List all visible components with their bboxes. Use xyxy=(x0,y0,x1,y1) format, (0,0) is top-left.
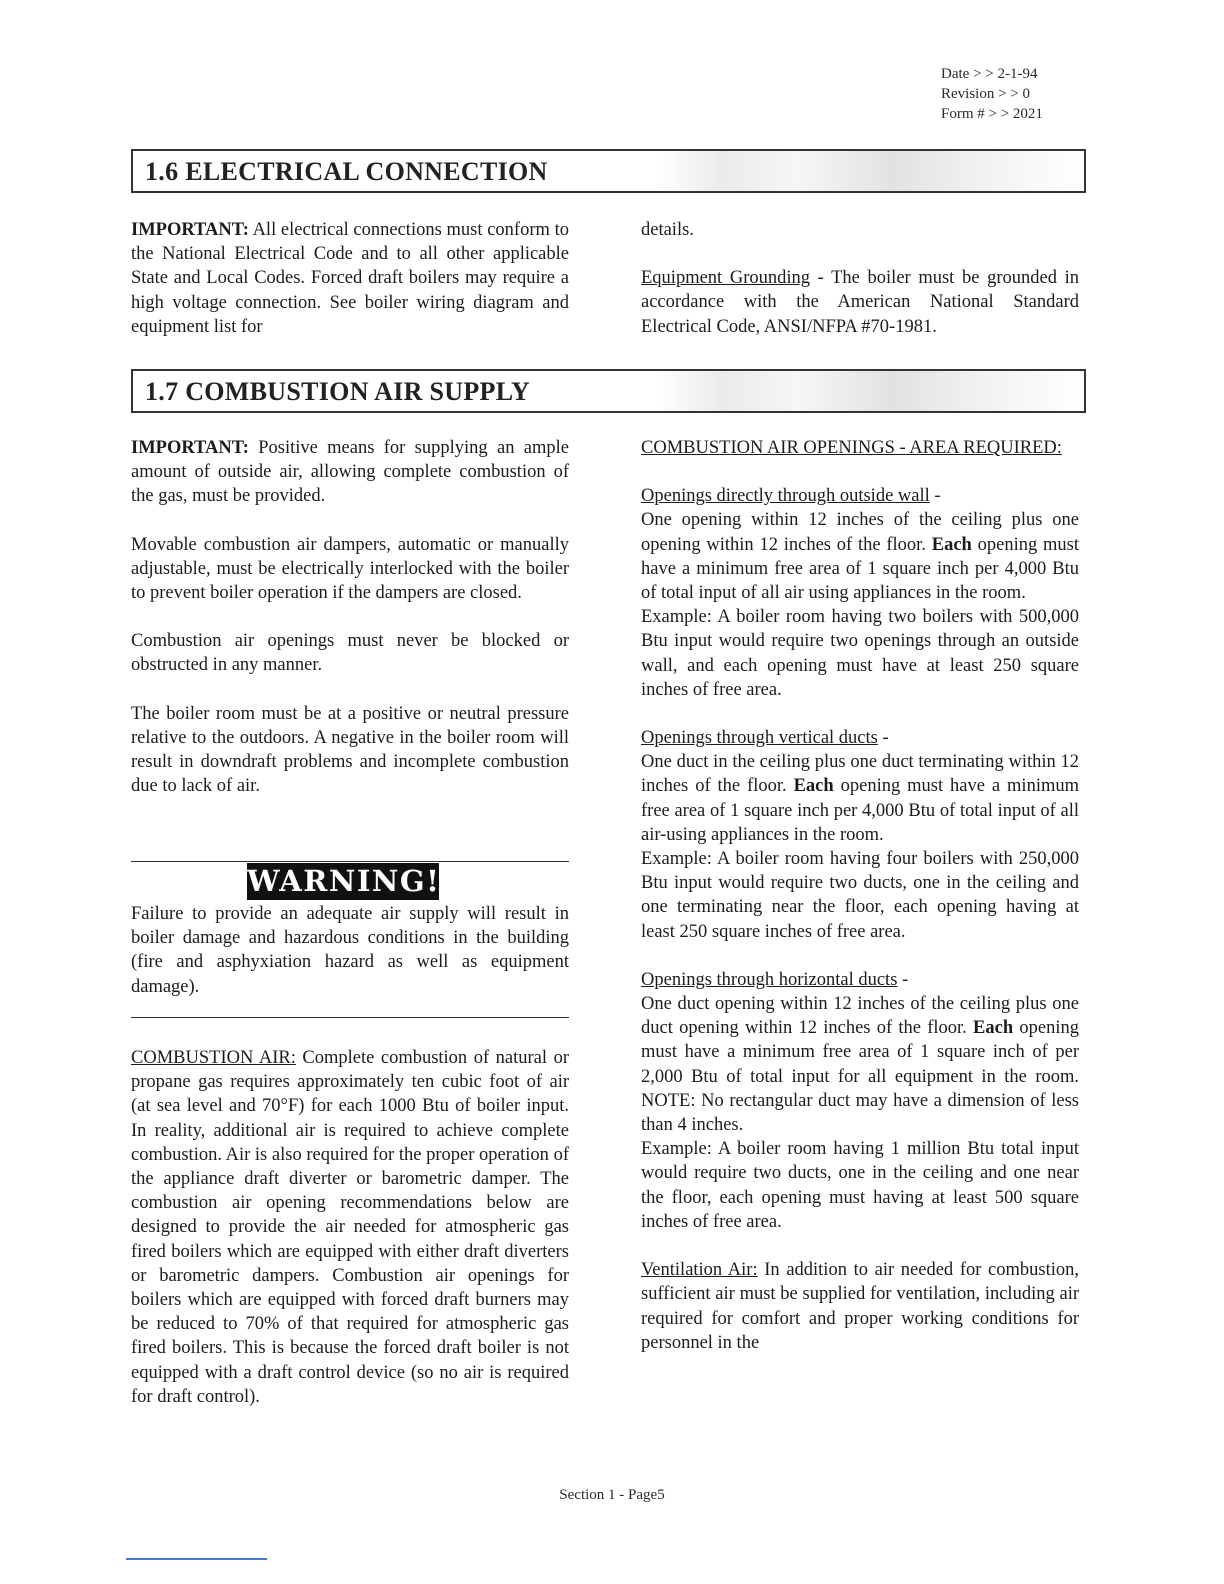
outside-wall-label: Openings directly through outside wall xyxy=(641,486,930,507)
vertical-ducts-example: Example: A boiler room having four boilers with 250,000 Btu input would require two ducts, one in the ceiling and one terminating near the floor, each opening having at least 250 square inches of free area. xyxy=(641,849,1079,942)
electrical-right-column xyxy=(641,218,1079,339)
combustion-air-text: Complete combustion of natural or propane gas requires approximately ten cubic foot of air (at sea level and 70°F) for each 1000 Btu of boiler input. In reality, additional air is required to achieve complete combustion. Air is also required for the proper operation of the appliance draft diverter or barometric damper. The combustion air opening recommendations below are designed to provide the air needed for atmospheric gas fired boilers which are equipped with either draft diverters or barometric dampers. Combustion air openings for boilers which are equipped with forced draft burners may be reduced to 70% of that required for atmospheric gas fired boilers. This is because the forced draft boiler is not equipped with a draft control device (so no air is required for draft control). xyxy=(131,1048,569,1407)
combustion-important-paragraph xyxy=(131,436,569,509)
horizontal-ducts-text xyxy=(641,992,1079,1137)
combustion-air-block xyxy=(131,1046,569,1409)
combustion-left-column-top xyxy=(131,436,569,798)
openings-paragraph: Combustion air openings must never be blocked or obstructed in any manner. xyxy=(131,631,569,676)
combustion-right-column xyxy=(641,436,1079,1355)
section-1-6-header xyxy=(131,149,1086,193)
text: opening must have a minimum free area of 1 square inch of per 2,000 Btu of total input for all equipment in the room. NOTE: No rectangular duct may have a dimension of less than 4 inches. xyxy=(641,1018,1079,1136)
ventilation-air-paragraph xyxy=(641,1258,1079,1355)
vertical-ducts-label: Openings through vertical ducts xyxy=(641,728,878,749)
outside-wall-example: Example: A boiler room having two boilers with 500,000 Btu input would require two openings through an outside wall, and each opening must have at least 250 square inches of free area. xyxy=(641,607,1079,700)
dash: - xyxy=(877,728,889,749)
horizontal-ducts-label: Openings through horizontal ducts xyxy=(641,969,898,990)
text: One duct opening within 12 inches of the ceiling plus one duct opening within 12 inches of the floor. xyxy=(641,994,1079,1039)
grounding-paragraph xyxy=(641,266,1079,339)
pressure-paragraph: The boiler room must be at a positive or neutral pressure relative to the outdoors. A negative in the boiler room will result in downdraft problems and incomplete combustion due to lack of air. xyxy=(131,703,569,797)
text: opening must have a minimum free area of 1 square inch per 4,000 Btu of total input of all air-using appliances in the room. xyxy=(641,776,1079,845)
electrical-left-column xyxy=(131,218,569,339)
section-title: 1.6 ELECTRICAL CONNECTION xyxy=(145,157,548,186)
outside-wall-text xyxy=(641,508,1079,605)
section-title: 1.7 COMBUSTION AIR SUPPLY xyxy=(145,377,531,406)
important-label: IMPORTANT: xyxy=(131,220,249,240)
combustion-air-paragraph xyxy=(131,1046,569,1409)
dash: - xyxy=(897,969,909,990)
grounding-text: - The boiler must be grounded in accordance with the American National Standard Electrical Code, ANSI/NFPA #70-1981. xyxy=(641,268,1079,337)
important-text: Positive means for supplying an ample amount of outside air, allowing complete combustion of the gas, must be provided. xyxy=(131,438,569,507)
warning-bottom-rule xyxy=(131,1017,569,1018)
openings-area-heading: COMBUSTION AIR OPENINGS - AREA REQUIRED: xyxy=(641,438,1062,458)
text: opening must have a minimum free area of 1 square inch per 4,000 Btu of total input of all air using appliances in the room. xyxy=(641,534,1079,604)
emphasis: Each xyxy=(973,1018,1014,1039)
emphasis: Each xyxy=(931,534,972,555)
electrical-important-paragraph xyxy=(131,218,569,339)
outside-wall-heading xyxy=(641,484,1079,508)
important-text: All electrical connections must conform to the National Electrical Code and to all other applicable State and Local Codes. Forced draft boilers may require a high voltage connection. See boiler wiring diagram and equipment list for xyxy=(131,220,569,337)
combustion-air-label: COMBUSTION AIR: xyxy=(131,1048,296,1068)
dash: - xyxy=(929,486,941,507)
page-footer: Section 1 - Page5 xyxy=(559,1487,665,1503)
important-label: IMPORTANT: xyxy=(131,438,249,458)
horizontal-ducts-example: Example: A boiler room having 1 million Btu total input would require two ducts, one in the ceiling and one near the floor, each opening must having at least 500 square inches of free area. xyxy=(641,1139,1079,1232)
warning-text-block xyxy=(131,902,569,999)
vertical-ducts-heading xyxy=(641,726,1079,750)
section-1-7-header xyxy=(131,369,1086,413)
revision-line: Revision > > 0 xyxy=(941,86,1031,102)
warning-top-rule xyxy=(131,861,569,862)
continued-text: details. xyxy=(641,220,694,240)
emphasis: Each xyxy=(793,776,834,797)
form-line: Form # > > 2021 xyxy=(941,106,1043,122)
document-meta xyxy=(941,64,1043,124)
vertical-ducts-text xyxy=(641,750,1079,847)
page-edge-line xyxy=(126,1558,267,1560)
dampers-paragraph: Movable combustion air dampers, automatic or manually adjustable, must be electrically interlocked with the boiler to prevent boiler operation if the dampers are closed. xyxy=(131,534,569,604)
ventilation-air-label: Ventilation Air: xyxy=(641,1260,758,1281)
horizontal-ducts-heading xyxy=(641,968,1079,992)
warning-text: Failure to provide an adequate air supply will result in boiler damage and hazardous conditions in the building (fire and asphyxiation hazard as well as equipment damage). xyxy=(131,904,569,997)
warning-badge: WARNING! xyxy=(247,864,441,898)
text: One duct in the ceiling plus one duct terminating within 12 inches of the floor. xyxy=(641,752,1079,797)
date-line: Date > > 2-1-94 xyxy=(941,66,1038,82)
text: One opening within 12 inches of the ceiling plus one opening within 12 inches of the floor. xyxy=(641,510,1079,555)
grounding-label: Equipment Grounding xyxy=(641,268,810,289)
ventilation-air-text: In addition to air needed for combustion, sufficient air must be supplied for ventilation, including air required for comfort and proper working conditions for personnel in the xyxy=(641,1260,1079,1353)
